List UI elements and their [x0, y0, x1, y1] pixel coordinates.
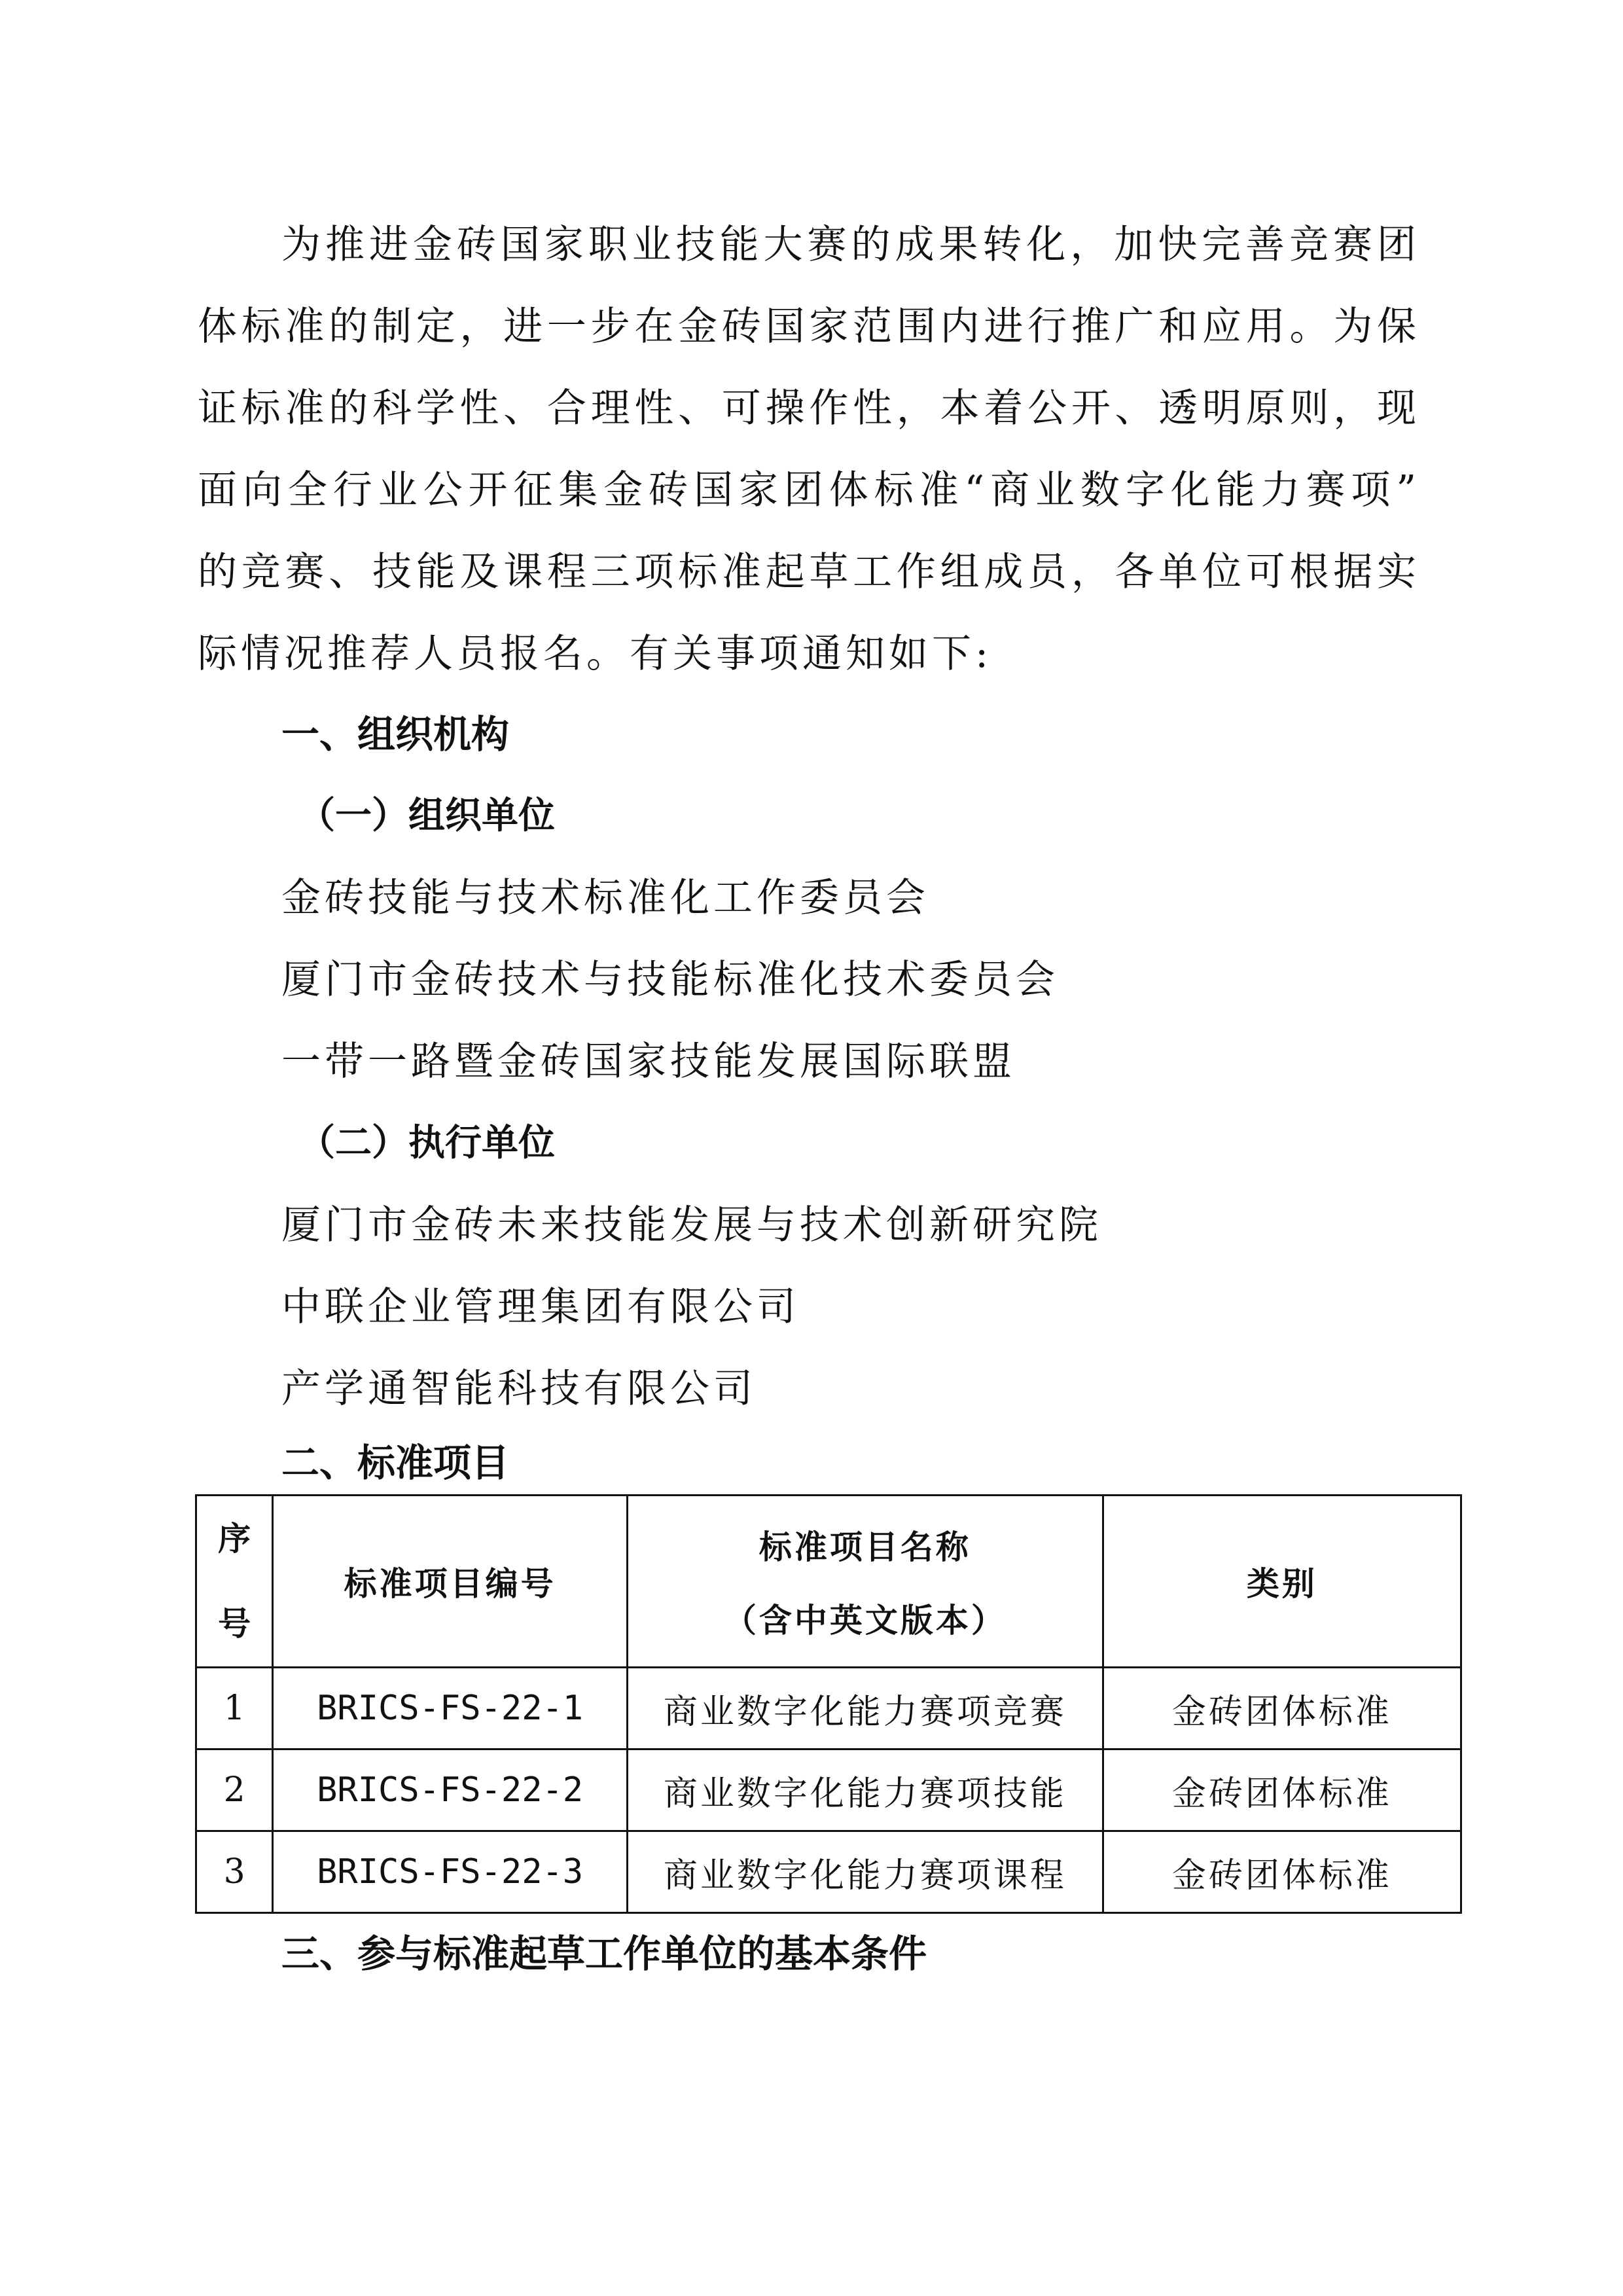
subheading-organizing-units: （一）组织单位 [298, 795, 555, 837]
organizing-unit-2: 厦门市金砖技术与技能标准化技术委员会 [281, 957, 1059, 1003]
row-1-name: 商业数字化能力赛项竞赛 [627, 1668, 1103, 1749]
header-seq-line-1: 序 [218, 1520, 251, 1558]
organizing-unit-1: 金砖技能与技术标准化工作委员会 [281, 875, 929, 921]
intro-line-2: 体标准的制定，进一步在金砖国家范围内进行推广和应用。为保 [198, 304, 1416, 350]
table-row [196, 1831, 1461, 1913]
row-2-code: BRICS-FS-22-2 [273, 1749, 628, 1831]
row-1-seq: 1 [196, 1668, 273, 1749]
executing-unit-2: 中联企业管理集团有限公司 [281, 1284, 800, 1330]
intro-line-6: 际情况推荐人员报名。有关事项通知如下: [198, 631, 993, 677]
row-1-code: BRICS-FS-22-1 [273, 1668, 628, 1749]
header-name [627, 1496, 1103, 1668]
intro-line-1: 为推进金砖国家职业技能大赛的成果转化，加快完善竞赛团 [281, 222, 1416, 268]
intro-line-3: 证标准的科学性、合理性、可操作性，本着公开、透明原则，现 [198, 386, 1416, 431]
intro-line-5: 的竞赛、技能及课程三项标准起草工作组成员，各单位可根据实 [198, 549, 1416, 595]
table-row [196, 1749, 1461, 1831]
intro-line-4: 面向全行业公开征集金砖国家团体标准“商业数字化能力赛项” [198, 467, 1416, 513]
standard-projects-table [195, 1494, 1462, 1914]
header-name-line-1: 标准项目名称 [758, 1528, 971, 1566]
row-1-category: 金砖团体标准 [1103, 1668, 1461, 1749]
organizing-unit-3: 一带一路暨金砖国家技能发展国际联盟 [281, 1039, 1016, 1085]
executing-unit-3: 产学通智能科技有限公司 [281, 1366, 757, 1412]
header-code: 标准项目编号 [273, 1496, 628, 1668]
row-2-name: 商业数字化能力赛项技能 [627, 1749, 1103, 1831]
row-2-seq: 2 [196, 1749, 273, 1831]
header-seq [196, 1496, 273, 1668]
table-header-row [196, 1496, 1461, 1668]
row-3-seq: 3 [196, 1831, 273, 1913]
subheading-executing-units: （二）执行单位 [298, 1122, 555, 1164]
row-3-code: BRICS-FS-22-3 [273, 1831, 628, 1913]
header-name-line-2: （含中英文版本） [723, 1602, 1007, 1640]
section-heading-organization: 一、组织机构 [281, 712, 510, 757]
executing-unit-1: 厦门市金砖未来技能发展与技术创新研究院 [281, 1202, 1102, 1248]
header-category: 类别 [1103, 1496, 1461, 1668]
row-2-category: 金砖团体标准 [1103, 1749, 1461, 1831]
table-row [196, 1668, 1461, 1749]
section-heading-standard-projects: 二、标准项目 [281, 1441, 510, 1485]
row-3-category: 金砖团体标准 [1103, 1831, 1461, 1913]
row-3-name: 商业数字化能力赛项课程 [627, 1831, 1103, 1913]
section-heading-basic-conditions: 三、参与标准起草工作单位的基本条件 [281, 1931, 927, 1976]
header-seq-line-2: 号 [218, 1605, 251, 1643]
